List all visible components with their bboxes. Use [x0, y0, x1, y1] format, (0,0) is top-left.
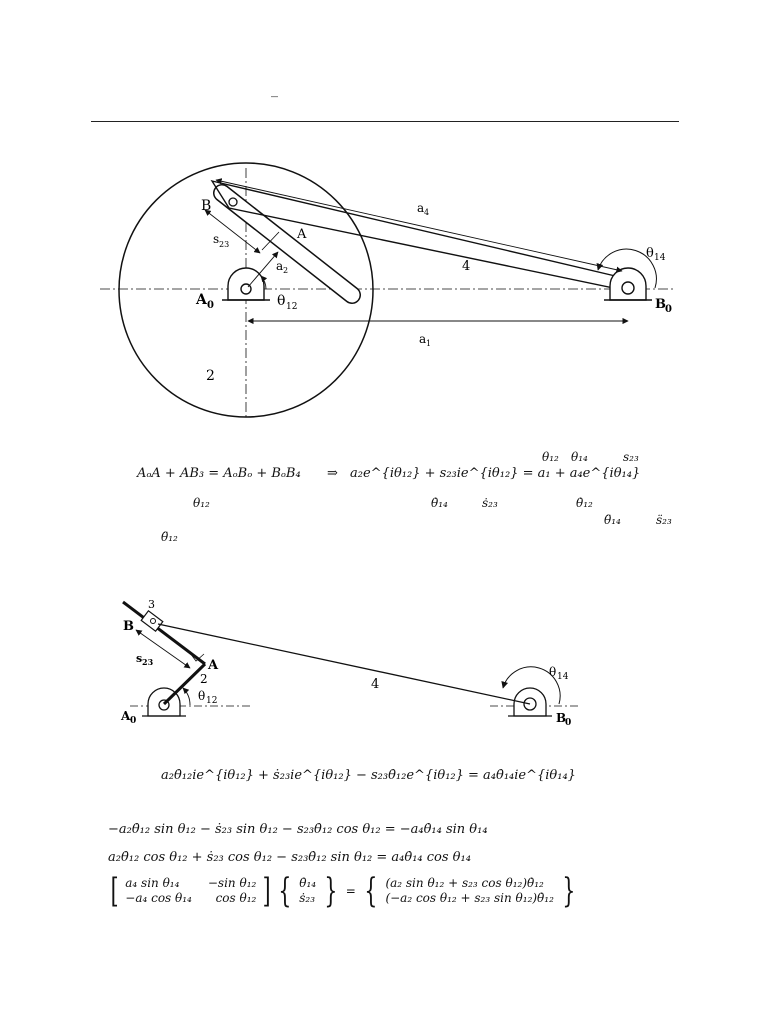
label-A-2: A	[208, 658, 219, 673]
label-A0-2: A	[121, 709, 131, 723]
label-theta12-sub: 12	[286, 302, 298, 312]
label-theta14-sub: 14	[654, 253, 666, 263]
var-theta14: θ₁₄	[571, 450, 588, 464]
rhs-r1: (a₂ sin θ₁₂ + s₂₃ cos θ₁₂)θ̇₁₂	[385, 876, 544, 890]
label-theta14-2: θ	[549, 665, 557, 679]
label-a4: a	[417, 201, 425, 215]
label-link-2: 2	[206, 368, 215, 384]
label-a1: a	[419, 332, 427, 346]
label-theta12-sub-2: 12	[206, 696, 218, 706]
label-A: A	[297, 227, 307, 242]
var-theta12: θ₁₂	[542, 450, 559, 464]
label-a4-sub: 4	[424, 208, 430, 217]
label-theta14-sub-2: 14	[557, 672, 569, 682]
vector-v2: ṡ₂₃	[299, 891, 316, 905]
var-theta12-known: θ₁₂	[193, 496, 210, 510]
label-A0-sub-2: 0	[130, 716, 137, 726]
matrix-equation: [ a₄ sin θ₁₄ −a₄ cos θ₁₄ −sin θ₁₂ cos θ₁₂ ] { θ̇₁₄ ṡ₂₃ } = { (a₂ sin θ₁₂ + s₂₃ cos θ₁₂)θ̇₁₂ (−a₂ cos θ₁₂ + s₂₃ sin θ₁₂)θ̇₁₂ }	[110, 871, 576, 911]
mechanism-figure-2	[0, 580, 768, 740]
matrix-m12: −sin θ₁₂	[207, 876, 257, 890]
matrix-equals: =	[345, 883, 356, 898]
imag-part-equation: a₂θ̇₁₂ cos θ₁₂ + ṡ₂₃ cos θ₁₂ − s₂₃θ̇₁₂ sin θ₁₂ = a₄θ̇₁₄ cos θ₁₄	[108, 850, 471, 865]
label-4-2: 4	[371, 677, 380, 692]
label-a1-sub: 1	[426, 339, 432, 348]
var-s23-ddot: s̈₂₃	[656, 513, 672, 527]
implies-arrow: ⇒	[327, 466, 338, 481]
rhs-r2: (−a₂ cos θ₁₂ + s₂₃ sin θ₁₂)θ̇₁₂	[385, 891, 554, 905]
label-s23-sub: 23	[219, 240, 230, 249]
pin-B	[229, 198, 237, 206]
label-B0-2: B	[556, 711, 567, 725]
var-s23-dot: ṡ₂₃	[482, 496, 498, 510]
label-2: 2	[200, 672, 208, 686]
velocity-equation: a₂θ̇₁₂ie^{iθ₁₂} + ṡ₂₃ie^{iθ₁₂} − s₂₃θ̇₁₂e^{iθ₁₂} = a₄θ̇₁₄ie^{iθ₁₄}	[161, 768, 576, 783]
label-B-2: B	[123, 619, 134, 634]
label-link-4: 4	[462, 259, 471, 274]
label-theta14: θ	[646, 246, 654, 261]
var-theta14-ddot: θ̈₁₄	[604, 513, 621, 527]
label-s23-sub-2: 23	[142, 657, 154, 667]
vector-loop-equation: AₒA + AB₃ = AₒBₒ + BₒB₄	[137, 466, 301, 481]
label-A0-sub: 0	[207, 300, 214, 311]
label-B0: B	[655, 297, 666, 312]
matrix-m11: a₄ sin θ₁₄	[125, 876, 180, 890]
var-theta12-dot: θ̇₁₂	[576, 496, 593, 510]
label-A0: A	[196, 292, 207, 308]
arc-theta12-2	[183, 688, 190, 705]
label-theta12: θ	[277, 293, 286, 309]
vector-v1: θ̇₁₄	[299, 876, 317, 890]
header-mark: _	[271, 82, 278, 98]
matrix-m21: −a₄ cos θ₁₄	[125, 891, 192, 905]
label-3: 3	[148, 598, 155, 611]
label-s23: s	[213, 232, 220, 246]
label-s23-2: s	[136, 652, 143, 665]
mechanism-figure-1	[0, 0, 768, 440]
real-part-equation: −a₂θ̇₁₂ sin θ₁₂ − ṡ₂₃ sin θ₁₂ − s₂₃θ̇₁₂ cos θ₁₂ = −a₄θ̇₁₄ sin θ₁₄	[108, 822, 488, 837]
label-B0-sub-2: 0	[565, 718, 572, 728]
label-a2: a	[276, 259, 284, 273]
var-s23: s₂₃	[623, 450, 639, 464]
var-theta12-ddot: θ̈₁₂	[161, 530, 178, 544]
label-B: B	[201, 198, 212, 214]
matrix-m22: cos θ₁₂	[215, 891, 257, 905]
complex-loop-equation: a₂e^{iθ₁₂} + s₂₃ie^{iθ₁₂} = a₁ + a₄e^{iθ₁₄}	[350, 466, 641, 481]
label-theta12-2: θ	[198, 689, 206, 703]
label-B0-sub: 0	[665, 304, 672, 315]
var-theta14-dot: θ̇₁₄	[431, 496, 448, 510]
label-a2-sub: 2	[283, 266, 289, 275]
